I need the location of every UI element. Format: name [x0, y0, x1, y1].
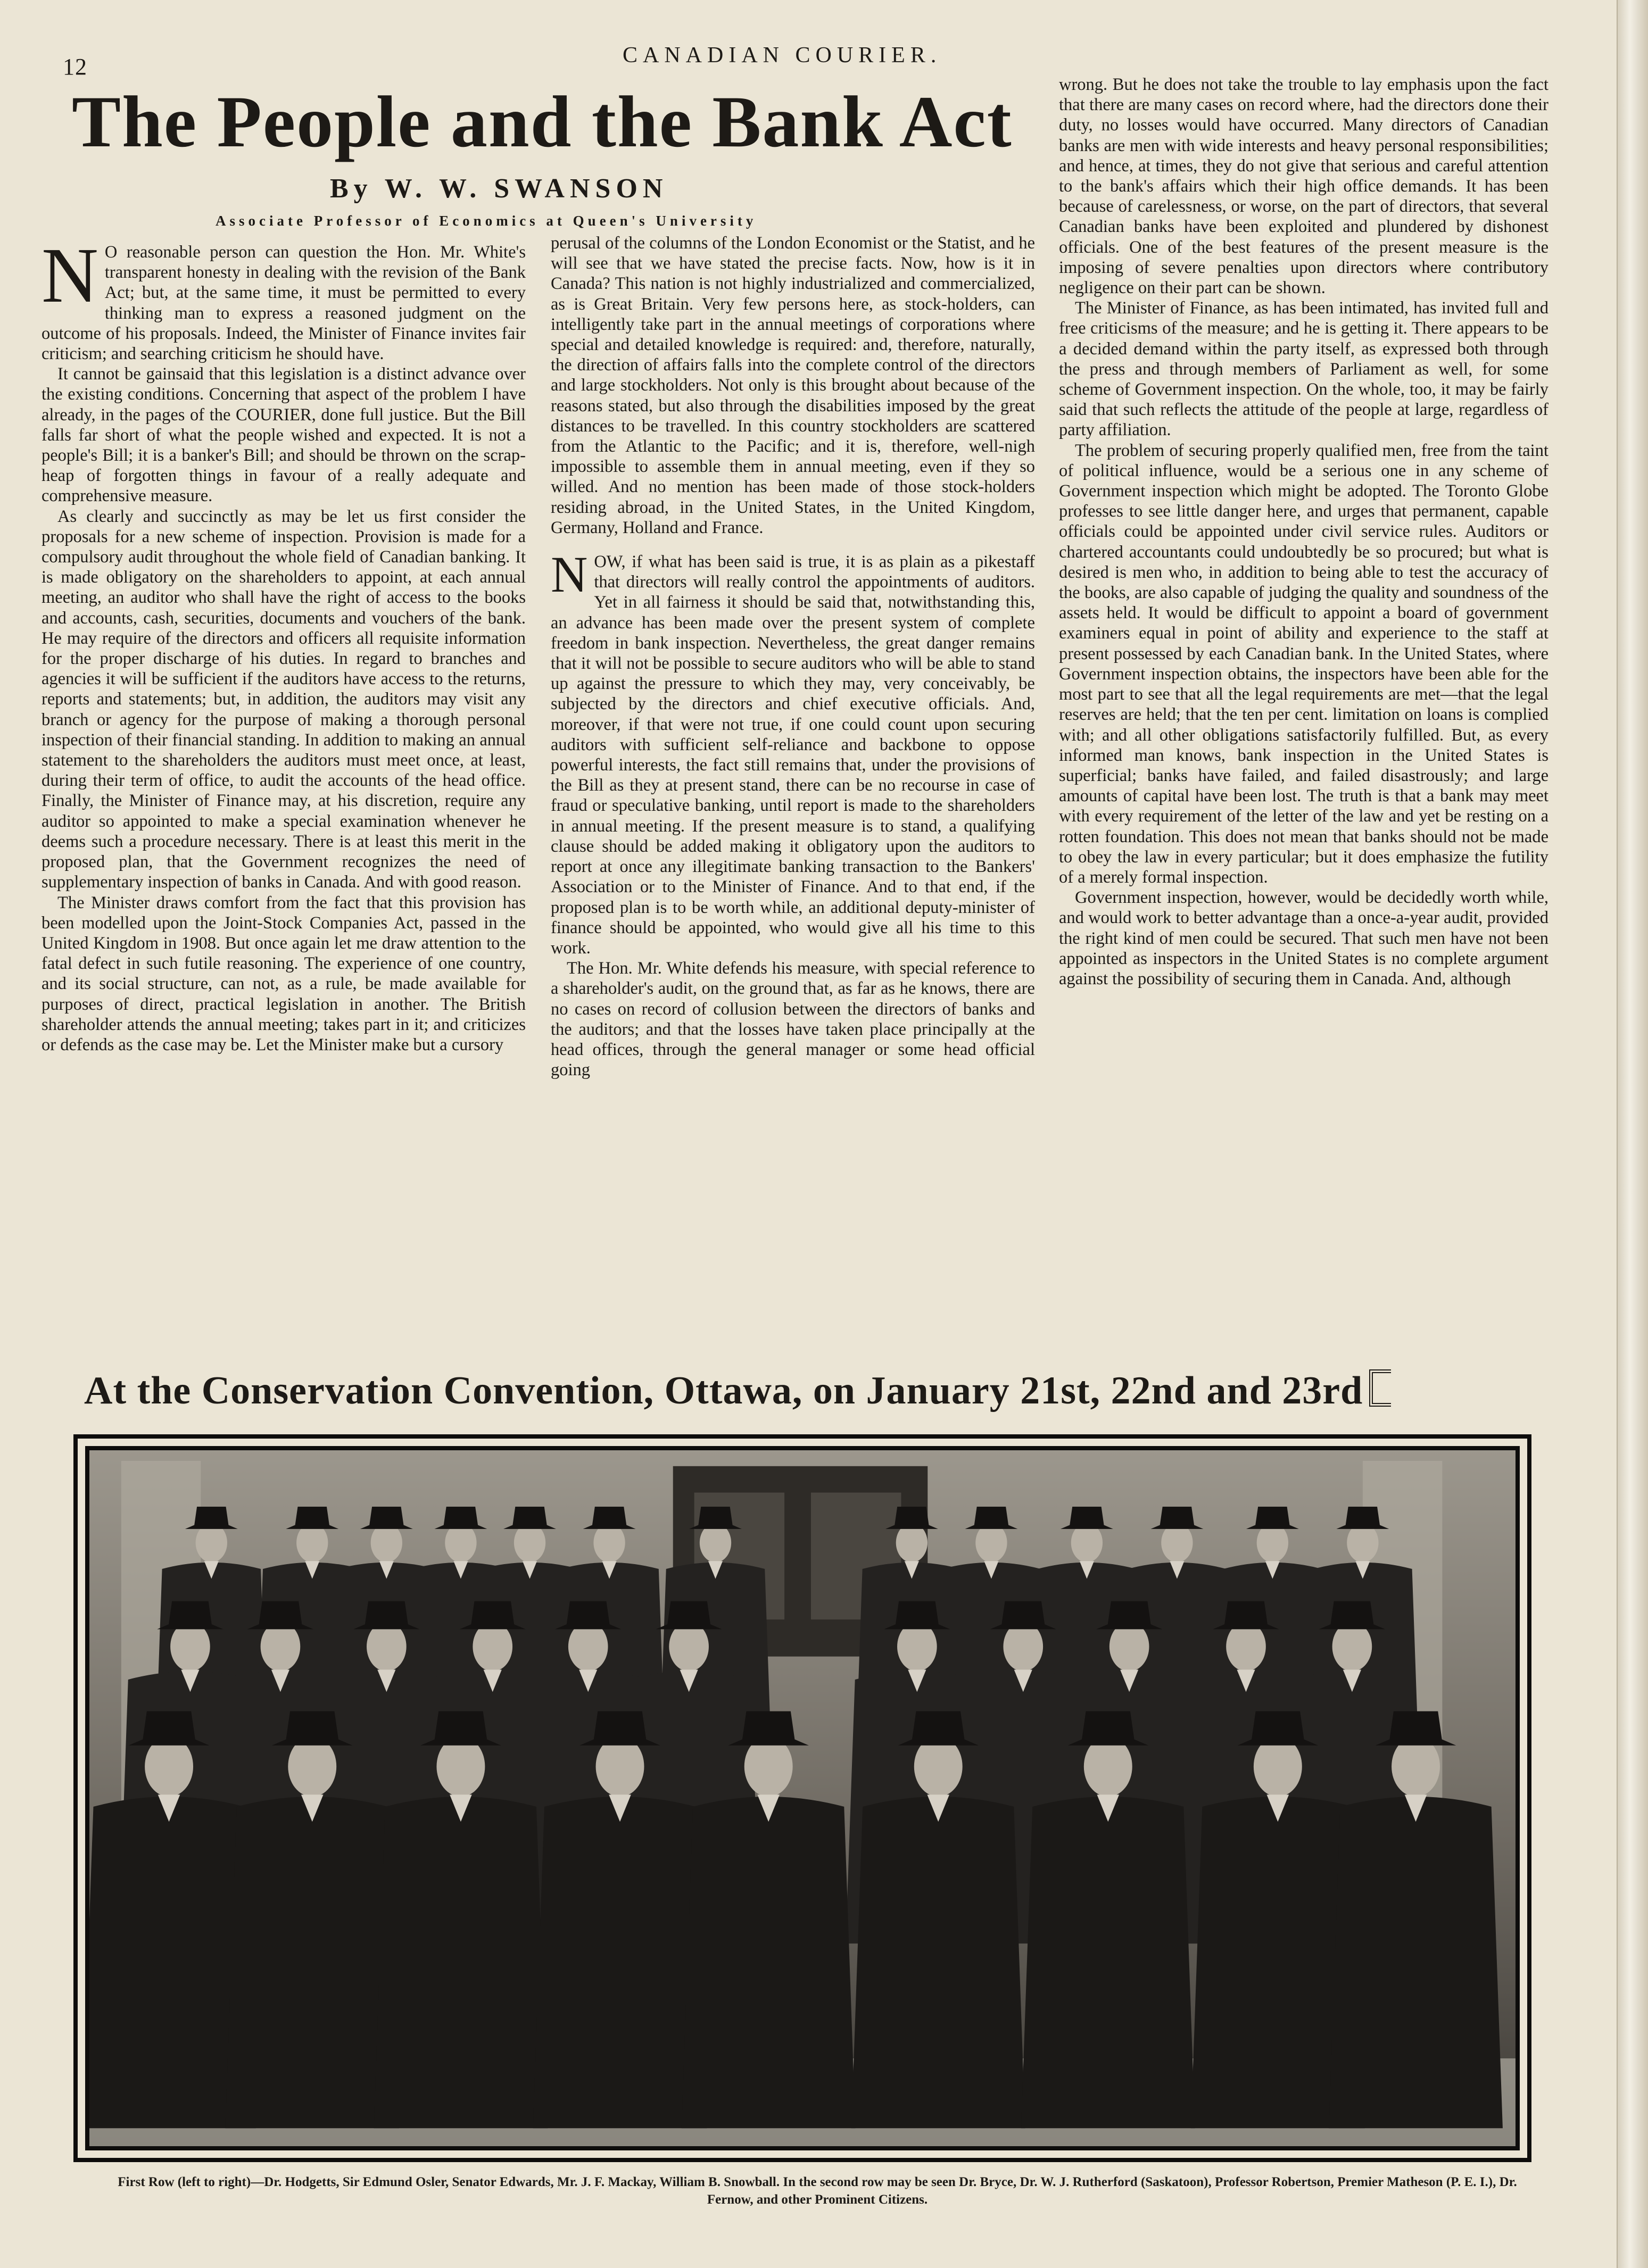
article-column-1	[42, 232, 526, 1055]
person-body	[533, 1797, 707, 2128]
person-body	[682, 1797, 856, 2128]
dropcap-n: N	[42, 232, 98, 319]
group-photograph	[89, 1450, 1516, 2146]
page-edge	[1617, 0, 1648, 2268]
article-column-3	[1059, 74, 1548, 989]
byline-affiliation: Associate Professor of Economics at Queen's University	[216, 213, 757, 229]
column-1-paragraph-2: It cannot be gainsaid that this legislation is a distinct advance over the existing conditions. Concerning that aspect of the problem I have already, in the pages of the COURIER, done full justice. But the Bill falls far short of what the people wished and expected. It is not a people's Bill; it is a banker's Bill; and should be thrown on the scrap-heap of forgotten things in favour of a really adequate and comprehensive measure.	[42, 364, 526, 506]
column-2-paragraph-3: The Hon. Mr. White defends his measure, with special reference to a shareholder's audit, on the ground that, as far as he knows, there are no cases on record of collusion between the directors of banks and the auditors; and that the losses have taken place principally at the head offices, through the general manager or some head official going	[551, 959, 1035, 1080]
person-body	[225, 1797, 399, 2128]
photo-feature-heading	[84, 1368, 1563, 1414]
photo-mat	[78, 1439, 1527, 2158]
person-body	[1329, 1797, 1503, 2128]
section-mark-icon	[1369, 1369, 1391, 1407]
photo-feature-heading-text: At the Conservation Convention, Ottawa, on January 21st, 22nd and 23rd	[84, 1369, 1363, 1413]
article-column-2	[551, 233, 1035, 1080]
column-1-paragraph-3: As clearly and succinctly as may be let us first consider the proposals for a new scheme of inspection. Provision is made for a compulsory audit throughout the whole field of Canadian banking. It is made obligatory on the shareholders to appoint, at each annual meeting, an auditor who shall have the right of access to the books and accounts, cash, securities, documents and vouchers of the bank. He may require of the directors and officers all requisite information for the proper discharge of his duties. In regard to branches and agencies it will be sufficient if the auditors have access to the returns, reports and statements; but, in addition, the auditors may visit any branch or agency for the purpose of making a thorough personal inspection of their financial standing. In addition to making an annual statement to the shareholders the auditors must meet once, at least, during their term of office, to audit the accounts of the head office. Finally, the Minister of Finance may, at his discretion, require any auditor so appointed to make a special examination whenever he deems such a procedure necessary. There is at least this merit in the proposed plan, that the Government recognizes the need of supplementary inspection of banks in Canada. And with good reason.	[42, 506, 526, 892]
column-3-paragraph-4: Government inspection, however, would be decidedly worth while, and would work to better advantage than a once-a-year audit, provided the right kind of men could be secured. That such men have not been appointed as inspectors in the United States is no complete argument against the possibility of securing them in Canada. And, although	[1059, 888, 1548, 988]
column-1-paragraph-4: The Minister draws comfort from the fact that this provision has been modelled upon the Joint-Stock Companies Act, passed in the United Kingdom in 1908. But once again let me draw attention to the fatal defect in such futile reasoning. The experience of one country, and its social structure, can not, as a rule, be made available for purposes of direct, practical legislation in another. The British shareholder attends the annual meeting; takes part in it; and criticizes or defends as the case may be. Let the Minister make but a cursory	[42, 893, 526, 1054]
paragraph-text: O reasonable person can question the Hon. Mr. White's transparent honesty in dealing with the revision of the Bank Act; but, at the same time, it must be permitted to every thinking man to express a reasoned judgment on the outcome of his proposals. Indeed, the Minister of Finance invites fair criticism; and searching criticism he should have.	[42, 243, 526, 364]
dropcap-n-second: N	[551, 546, 588, 603]
person-body	[374, 1797, 548, 2128]
column-2-paragraph-2	[551, 546, 1035, 958]
column-3-paragraph-1: wrong. But he does not take the trouble to lay emphasis upon the fact that there are many cases on record where, had the directors done their duty, no losses would have occurred. Many directors of Canadian banks are men with wide interests and heavy personal responsibilities; and hence, at times, they do not give that serious and careful attention to the bank's affairs which their high office demands. It has been because of carelessness, or worse, on the part of directors, that several Canadian banks have been exploited and plundered by dishonest officials. One of the best features of the present measure is the imposing of severe penalties upon directors where contributory negligence on their part can be shown.	[1059, 75, 1548, 298]
column-2-paragraph-1: perusal of the columns of the London Economist or the Statist, and he will see that we have stated the precise facts. Now, how is it in Canada? This nation is not highly industrialized and commercialized, as is Great Britain. Very few persons here, as stock-holders, can intelligently take part in the annual meetings of corporations where special and detailed knowledge is required: and, therefore, naturally, the direction of affairs falls into the complete control of the directors and large stockholders. Not only is this brought about because of the reasons stated, but also through the disabilities imposed by the great distances to be travelled. In this country stockholders are scattered from the Atlantic to the Pacific; and it is, therefore, well-nigh impossible to assemble them in annual meeting, even if they so willed. And no mention has been made of those stock-holders residing abroad, in the United States, in the United Kingdom, Germany, Holland and France.	[551, 234, 1035, 537]
page-number: 12	[63, 54, 87, 80]
person-body	[1021, 1797, 1195, 2128]
article-title: The People and the Bank Act	[72, 81, 1013, 162]
column-1-paragraph-1	[42, 232, 526, 364]
photo-border	[85, 1446, 1520, 2150]
photo-frame	[73, 1434, 1531, 2162]
article-byline: By W. W. SWANSON	[330, 173, 668, 204]
paragraph-text: OW, if what has been said is true, it is as plain as a pikestaff that directors will really control the appointments of auditors. Yet in all fairness it should be said that, notwithstanding this, an advance has been made over the present system of complete freedom in bank inspection. Nevertheless, the great danger remains that it will not be possible to secure auditors who will be able to stand up against the pressure to which they may, very conceivably, be subjected by the directors and chief executive officials. And, moreover, if that were not true, if one could count upon securing auditors with sufficient self-reliance and backbone to oppose powerful interests, the fact still remains that, under the provisions of the Bill as they at present stand, there can be no recourse in case of fraud or speculative banking, until report is made to the shareholders in annual meeting. If the present measure is to stand, a qualifying clause should be added making it obligatory upon the auditors to report at once any illegitimate banking transaction to the Bankers' Association or to the Minister of Finance. And to that end, if the proposed plan is to be worth while, an additional deputy-minister of finance should be appointed, who would give all his time to this work.	[551, 552, 1035, 958]
running-head: CANADIAN COURIER.	[623, 43, 942, 68]
photo-caption: First Row (left to right)—Dr. Hodgetts, Sir Edmund Osler, Senator Edwards, Mr. J. F. Mackay, William B. Snowball. In the second row may be seen Dr. Bryce, Dr. W. J. Rutherford (Saskatoon), Professor Robertson, Premier Matheson (P. E. I.), Dr. Fernow, and other Prominent Citizens.	[118, 2175, 1517, 2207]
column-3-paragraph-2: The Minister of Finance, as has been intimated, has invited full and free criticisms of the measure; and he is getting it. There appears to be a decided demand within the party itself, as expressed both through the press and through members of Parliament as well, for some scheme of Government inspection. On the whole, too, it may be fairly said that such reflects the attitude of the people at large, regardless of party affiliation.	[1059, 298, 1548, 440]
person-body	[851, 1797, 1025, 2128]
column-3-paragraph-3: The problem of securing properly qualified men, free from the taint of political influence, would be a serious one in any scheme of Government inspection which might be adopted. The Toronto Globe professes to see little danger here, and urges that permanent, capable officials could be appointed under civil service rules. Auditors or chartered accountants could undoubtedly be so procured; but what is desired is men who, in addition to being able to test the accuracy of the books, are also capable of judging the quality and soundness of the assets held. It would be difficult to appoint a board of government examiners equal in point of ability and experience to the staff at present possessed by each Canadian bank. In the United States, where Government inspection obtains, the inspectors have been able for the most part to see that all the legal requirements are met—that the legal reserves are held; that the ten per cent. limitation on loans is complied with; and all other obligations satisfactorily fulfilled. But, as every informed man knows, bank inspection in the United States is superficial; banks have failed, and failed disastrously; and large amounts of capital have been lost. The truth is that a bank may meet with every requirement of the letter of the law and yet be resting on a rotten foundation. This does not mean that banks should not be made to obey the law in every particular; but it does emphasize the futility of a merely formal inspection.	[1059, 441, 1548, 887]
